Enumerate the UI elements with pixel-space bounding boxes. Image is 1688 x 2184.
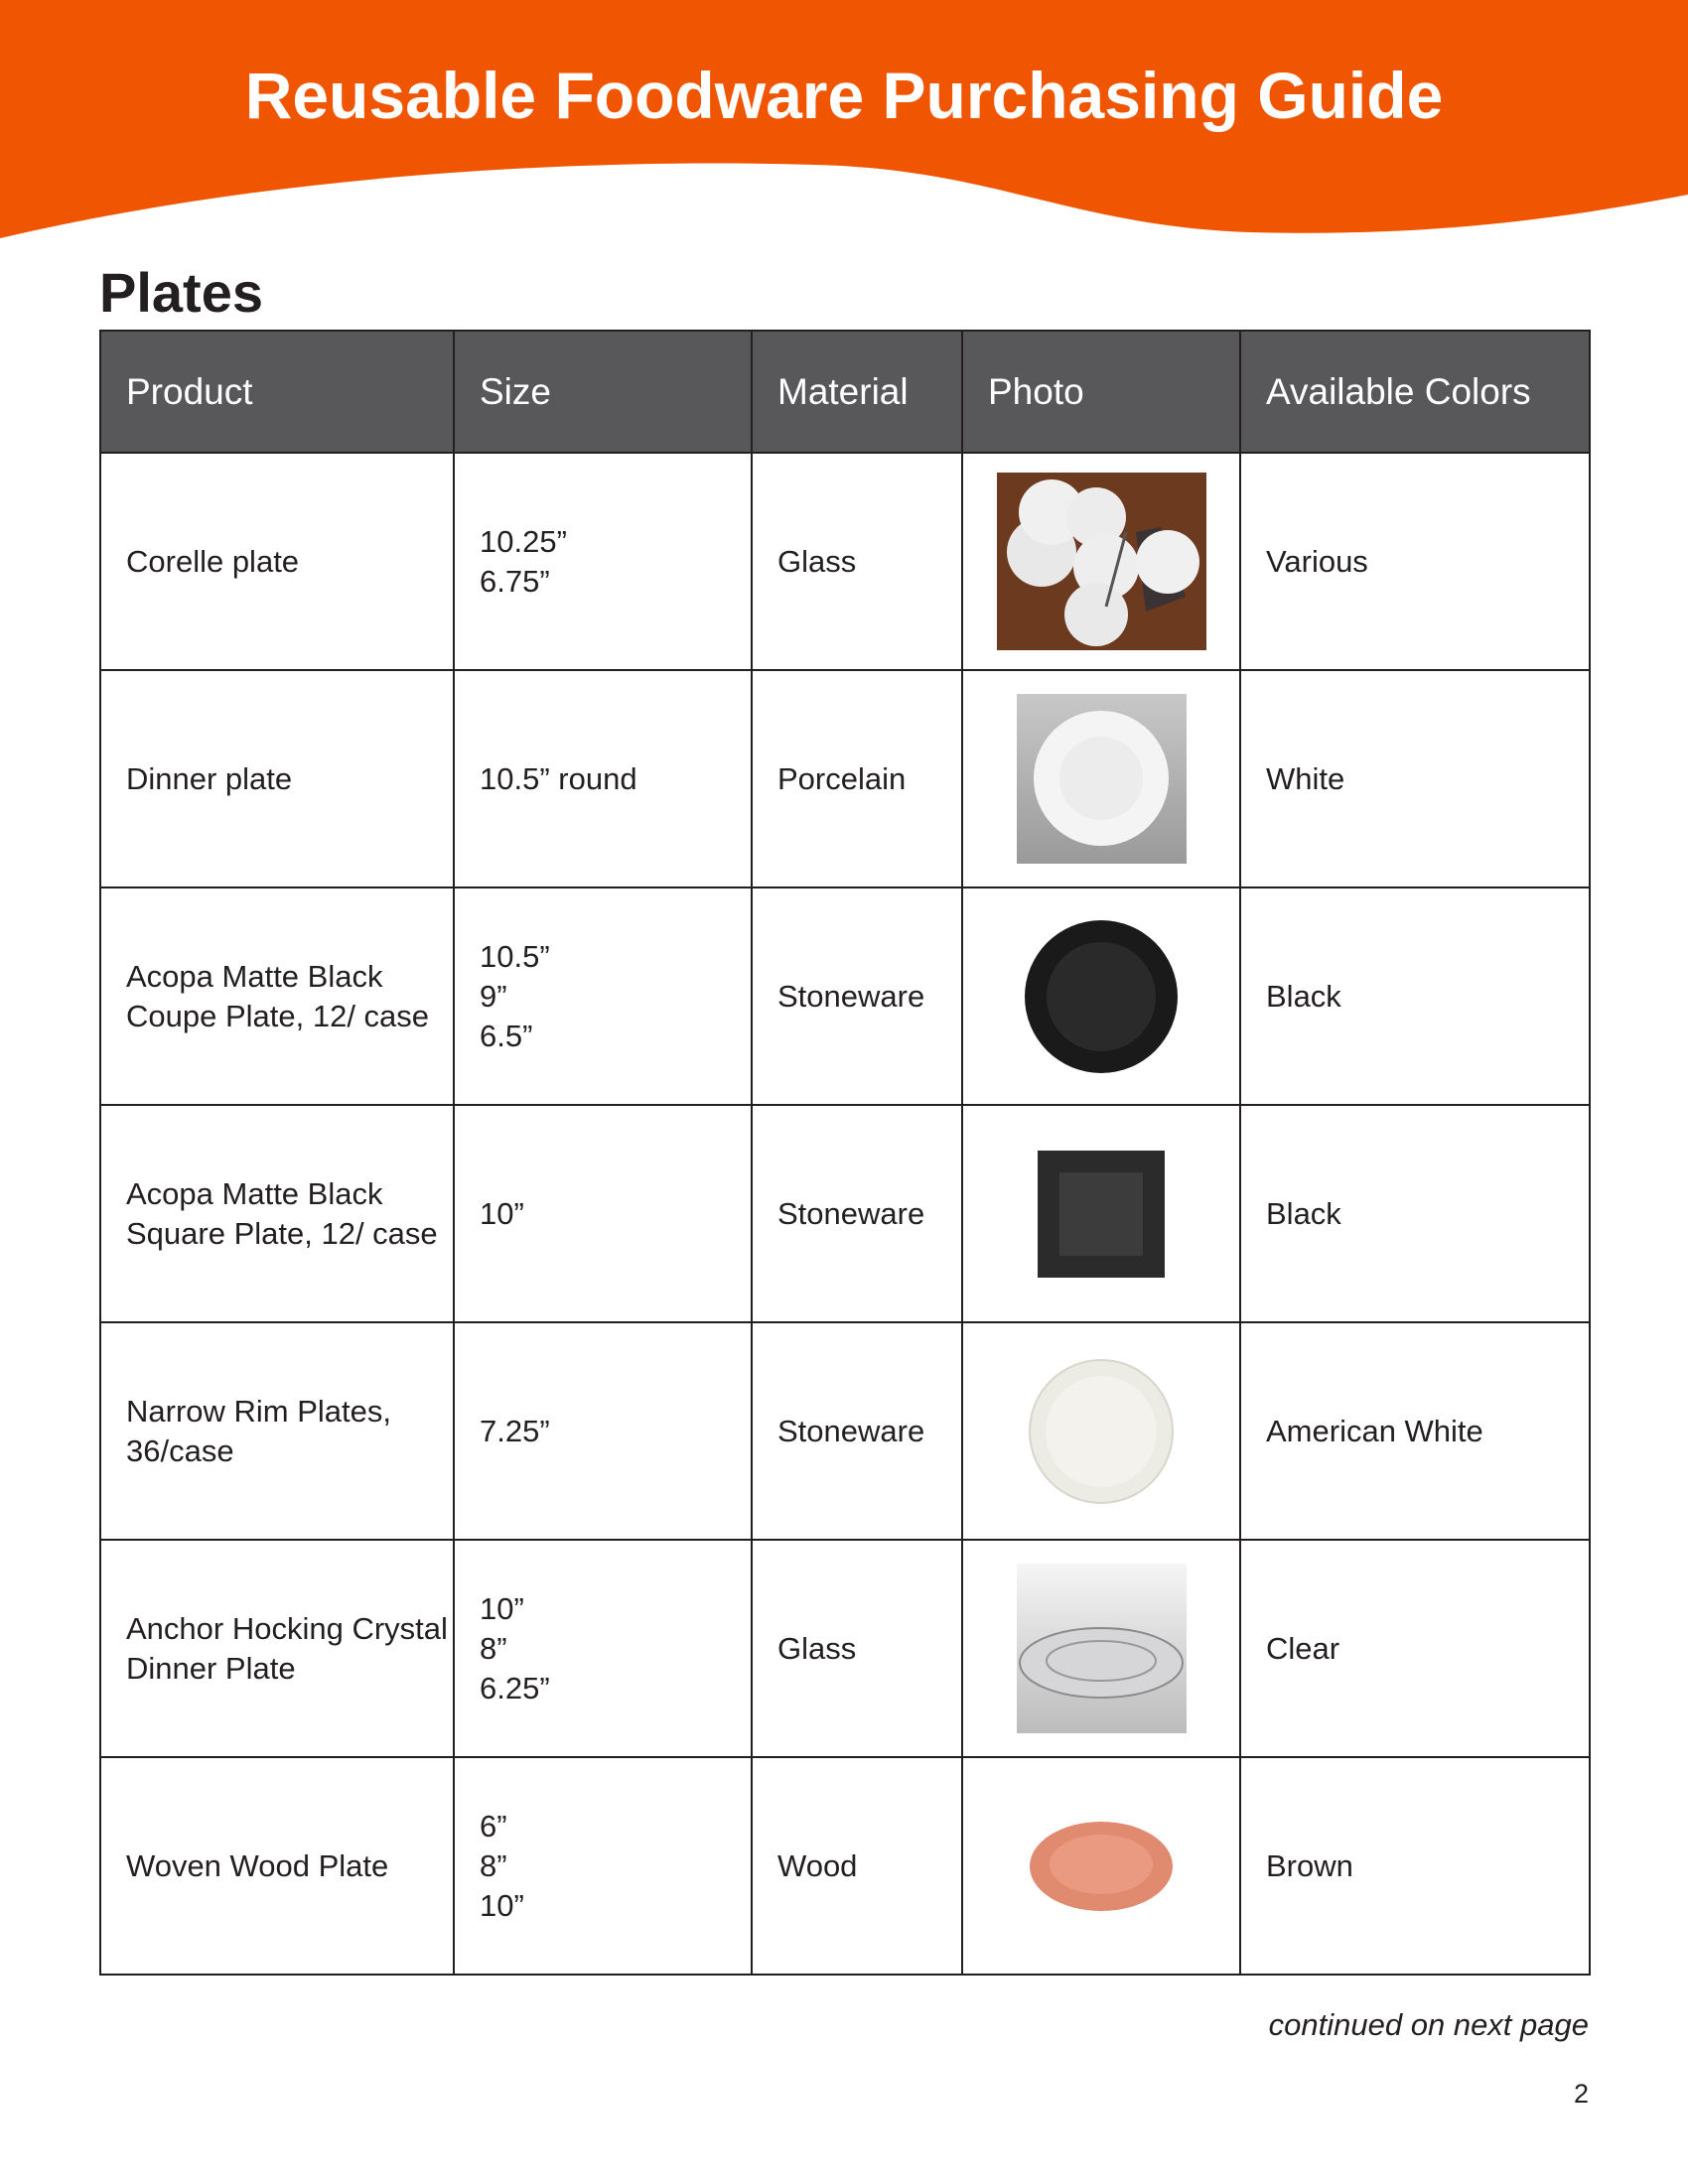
material-cell: Glass: [752, 1540, 962, 1757]
black-coupe-plate-photo: [1022, 917, 1181, 1076]
size-cell: 6” 8” 10”: [454, 1757, 752, 1975]
size-cell: 10” 8” 6.25”: [454, 1540, 752, 1757]
table-row: [100, 453, 1590, 670]
table-header-row: [100, 331, 1590, 453]
photo-cell: [962, 1540, 1240, 1757]
photo-cell: [962, 453, 1240, 670]
table-row: [100, 1540, 1590, 1757]
table-row: [100, 1322, 1590, 1540]
colors-cell: Black: [1240, 1105, 1590, 1322]
product-cell: Woven Wood Plate: [100, 1757, 454, 1975]
material-cell: Stoneware: [752, 1105, 962, 1322]
column-header-material: Material: [752, 331, 962, 453]
material-cell: Porcelain: [752, 670, 962, 887]
product-cell: Corelle plate: [100, 453, 454, 670]
colors-cell: White: [1240, 670, 1590, 887]
colors-cell: Black: [1240, 887, 1590, 1105]
page-title: Reusable Foodware Purchasing Guide: [244, 59, 1444, 132]
colors-cell: American White: [1240, 1322, 1590, 1540]
material-cell: Stoneware: [752, 887, 962, 1105]
corelle-plates-photo: [997, 473, 1206, 650]
material-cell: Glass: [752, 453, 962, 670]
section-title: Plates: [99, 261, 263, 324]
column-header-photo: Photo: [962, 331, 1240, 453]
american-white-plate-photo: [1027, 1357, 1176, 1506]
size-cell: 10.25” 6.75”: [454, 453, 752, 670]
colors-cell: Various: [1240, 453, 1590, 670]
black-square-plate-photo: [1036, 1149, 1167, 1280]
photo-cell: [962, 1105, 1240, 1322]
glass-plate-photo: [1017, 1564, 1187, 1733]
table-row: [100, 1757, 1590, 1975]
product-cell: Dinner plate: [100, 670, 454, 887]
column-header-colors: Available Colors: [1240, 331, 1590, 453]
table-row: [100, 1105, 1590, 1322]
table-row: [100, 670, 1590, 887]
product-cell: Anchor Hocking Crystal Dinner Plate: [100, 1540, 454, 1757]
photo-cell: [962, 1757, 1240, 1975]
product-cell: Acopa Matte Black Square Plate, 12/ case: [100, 1105, 454, 1322]
material-cell: Stoneware: [752, 1322, 962, 1540]
colors-cell: Clear: [1240, 1540, 1590, 1757]
size-cell: 7.25”: [454, 1322, 752, 1540]
size-cell: 10”: [454, 1105, 752, 1322]
continued-note: continued on next page: [1268, 2007, 1589, 2042]
photo-cell: [962, 670, 1240, 887]
page-number: 2: [1573, 2079, 1589, 2109]
photo-cell: [962, 887, 1240, 1105]
material-cell: Wood: [752, 1757, 962, 1975]
column-header-product: Product: [100, 331, 454, 453]
white-dinner-plate-photo: [1017, 694, 1187, 864]
colors-cell: Brown: [1240, 1757, 1590, 1975]
size-cell: 10.5” round: [454, 670, 752, 887]
woven-wood-plate-photo: [1027, 1817, 1176, 1916]
table-row: [100, 887, 1590, 1105]
plates-table: [99, 330, 1591, 1976]
size-cell: 10.5” 9” 6.5”: [454, 887, 752, 1105]
product-cell: Acopa Matte Black Coupe Plate, 12/ case: [100, 887, 454, 1105]
column-header-size: Size: [454, 331, 752, 453]
product-cell: Narrow Rim Plates, 36/case: [100, 1322, 454, 1540]
photo-cell: [962, 1322, 1240, 1540]
